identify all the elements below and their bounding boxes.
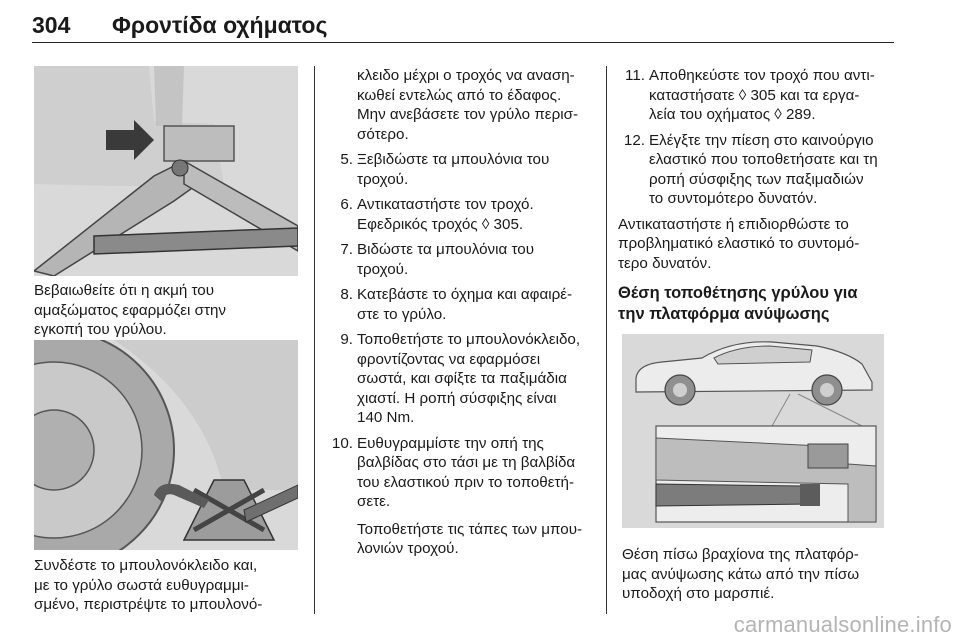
replace-tyre-paragraph [618,215,898,274]
page-number: 304 [32,12,71,38]
heading-line: την πλατφόρμα ανύψωσης [618,305,830,323]
text-line: κλειδο μέχρι ο τροχός να αναση- [357,67,575,84]
text-line: Ξεβιδώστε τα μπουλόνια του [357,151,550,168]
caption-wheel-wrench [34,556,309,615]
step-number: 10. [331,434,353,452]
step-number: 8. [340,286,353,303]
instruction-list [618,66,898,209]
text-line: σωστά, και σφίξτε τα παξιμάδια [357,370,567,387]
text-line: Ευθυγραμμίστε την οπή της [357,434,544,452]
step-item [326,195,602,234]
step-item [326,240,602,279]
instruction-list [326,150,602,559]
step-item [618,66,898,125]
text-line: Αντικαταστήστε ή επιδιορθώστε το [618,215,849,233]
step-number: 11. [625,67,645,84]
text-line: Τοποθετήστε το μπουλονόκλειδο, [357,331,581,348]
step-number: 6. [340,196,353,213]
text-line: το συντομότερο δυνατόν. [649,190,818,207]
wheel-wrench-illustration [34,340,298,550]
wheel-wrench-drawing [34,340,298,550]
text-line: λονιών τροχού. [357,540,459,557]
step-number: 7. [340,241,353,258]
text-line: Ελέγξτε την πίεση στο καινούργιο [649,131,874,149]
step-note [357,520,602,559]
text-line: βαλβίδας στο τάσι με τη βαλβίδα [357,454,576,471]
text-line: σότερο. [357,125,409,143]
heading-line: Θέση τοποθέτησης γρύλου για [618,284,858,302]
text-line: χιαστί. Η ροπή σύσφιξης είναι [357,389,557,407]
text-line: του ελαστικού πριν το τοποθετή- [357,473,574,491]
watermark: carmanualsonline.info [733,612,952,637]
jack-edge-illustration [34,66,298,276]
text-line: ελαστικό που τοποθετήσατε και τη [649,151,878,168]
text-line: κωθεί εντελώς από το έδαφος. [357,86,562,104]
page-title: Φροντίδα οχήματος [112,12,328,38]
text-line: τροχού. [357,260,409,278]
step-number: 5. [340,151,353,168]
caption-line: Συνδέστε το μπουλονόκλειδο και, [34,557,258,574]
text-line: 140 Nm. [357,409,415,426]
caption-line: αμαξώματος εφαρμόζει στην [34,301,226,319]
caption-line: Βεβαιωθείτε ότι η ακμή του [34,282,215,299]
caption-jack-edge [34,281,304,340]
caption-line: με το γρύλο σωστά ευθυγραμμι- [34,576,249,594]
lift-platform-drawing [622,334,884,528]
text-line: ροπή σύσφιξης των παξιμαδιών [649,170,864,188]
caption-line: μας ανύψωσης κάτω από την πίσω [622,565,860,583]
text-line: Μην ανεβάσετε τον γρύλο περισ- [357,106,579,123]
caption-line: υποδοχή στο μαρσπιέ. [622,585,775,602]
step-item [326,285,602,324]
text-line: Αντικαταστήστε τον τροχό. [357,196,534,213]
text-line: Αποθηκεύστε τον τροχό που αντι- [649,67,875,84]
caption-line: εγκοπή του γρύλου. [34,321,167,338]
text-line: Βιδώστε τα μπουλόνια του [357,241,535,258]
page-header [32,8,894,43]
step-number: 12. [623,131,645,149]
column-3-text [618,66,898,325]
column-divider-2 [606,66,607,614]
text-line: τερο δυνατόν. [618,254,712,272]
column-2-text [326,66,602,565]
page-reference[interactable]: λεία του οχήματος ◊ 289. [649,106,816,123]
step-item [326,330,602,428]
caption-lift-platform [622,545,902,604]
text-line: Τοποθετήστε τις τάπες των μπου- [357,520,583,538]
text-line: προβληματικό ελαστικό το συντομό- [618,235,860,252]
step-item [326,434,602,559]
jack-edge-drawing [34,66,298,276]
caption-line: σμένο, περιστρέψτε το μπουλονό- [34,596,263,613]
text-line: στε το γρύλο. [357,305,447,323]
text-line: σετε. [357,493,391,510]
lift-platform-illustration [622,334,884,528]
step-item [618,131,898,209]
spare-wheel-reference[interactable]: Εφεδρικός τροχός ◊ 305. [357,215,524,233]
column-divider-1 [314,66,315,614]
text-line: τροχού. [357,170,409,188]
step-continuation [326,66,602,144]
text-line: φροντίζοντας να εφαρμόσει [357,350,541,368]
step-item [326,150,602,189]
step-number: 9. [340,331,353,348]
section-heading [618,283,898,325]
text-line: Κατεβάστε το όχημα και αφαιρέ- [357,286,573,303]
caption-line: Θέση πίσω βραχίονα της πλατφόρ- [622,546,859,563]
page-reference[interactable]: καταστήσατε ◊ 305 και τα εργα- [649,86,860,104]
